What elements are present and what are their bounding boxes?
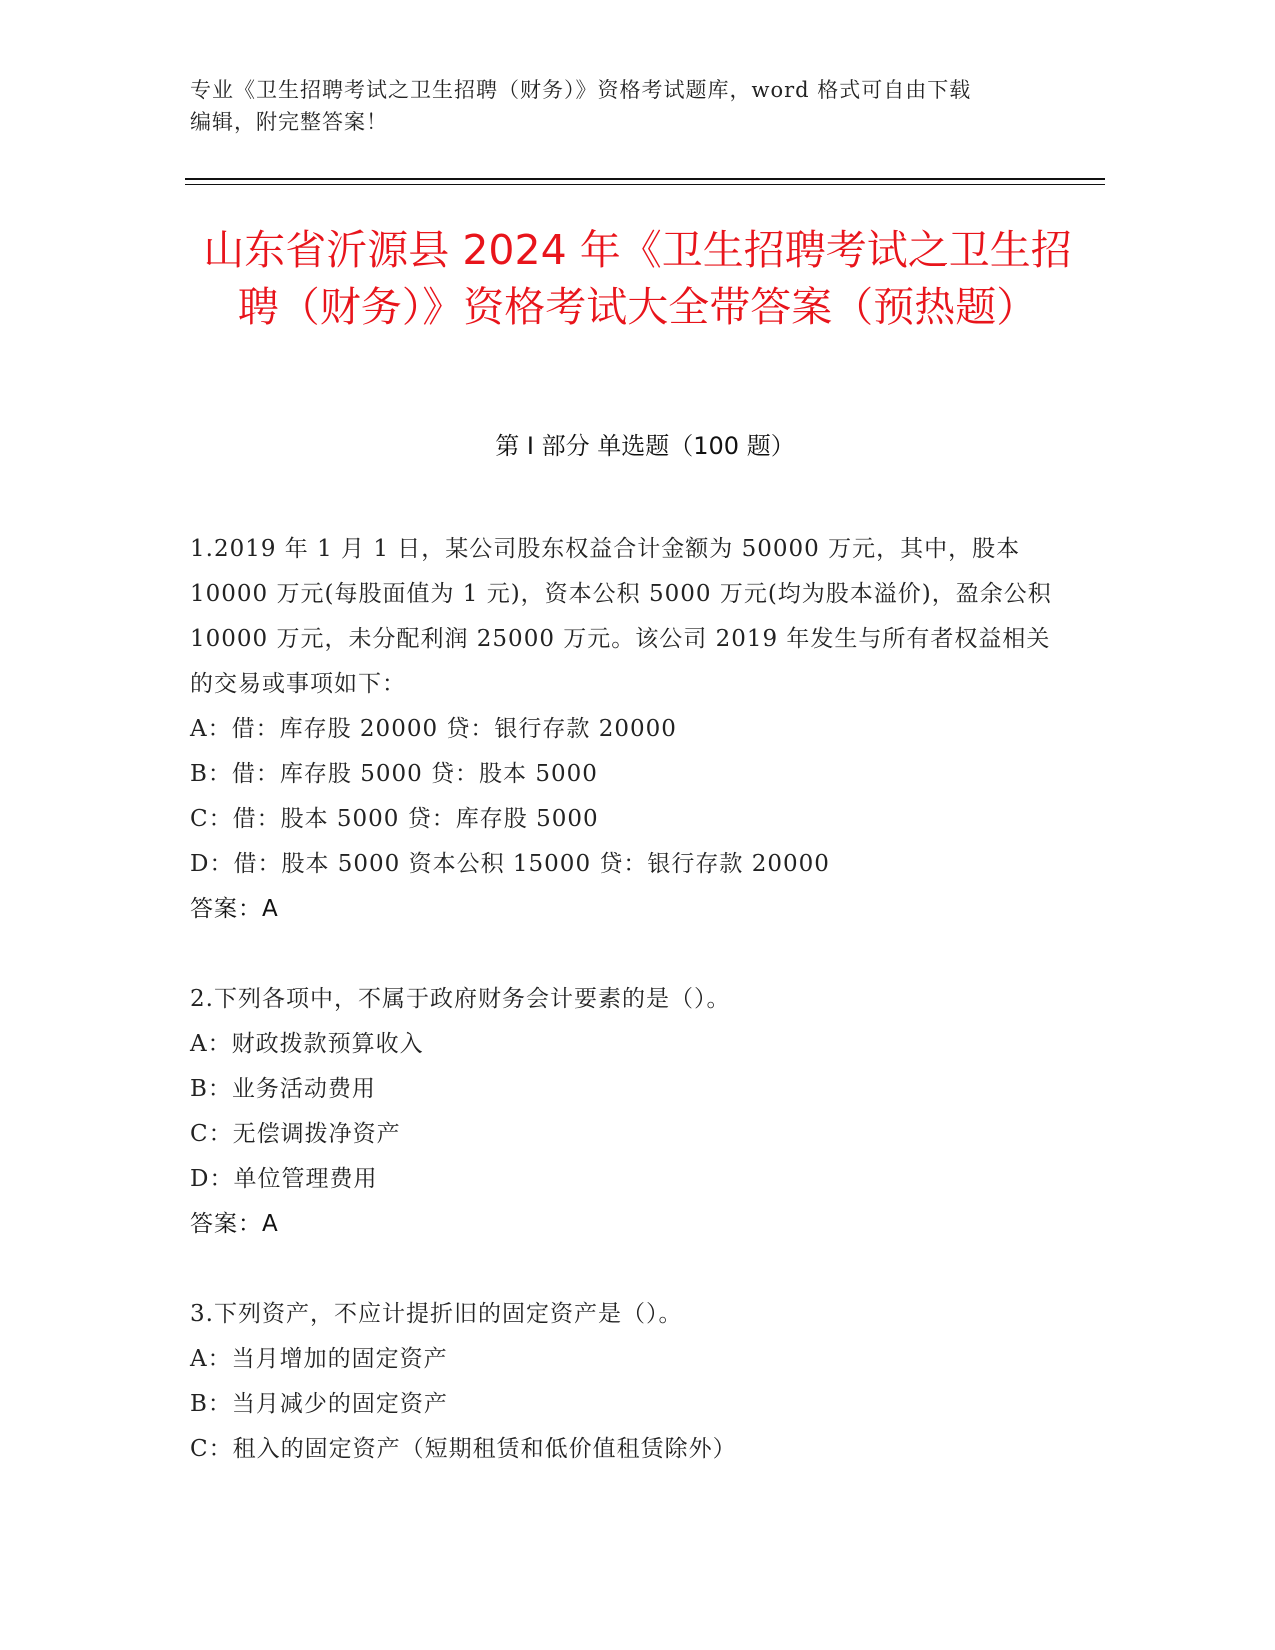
option-b: B：当月减少的固定资产 (190, 1391, 448, 1417)
option-b: B：借：库存股 5000 贷：股本 5000 (190, 761, 598, 787)
option-c: C：租入的固定资产（短期租赁和低价值租赁除外） (190, 1436, 737, 1462)
section-heading: 第 I 部分 单选题（100 题） (495, 432, 795, 460)
header-rule-thin (185, 184, 1105, 185)
header-rule-thick (185, 178, 1105, 180)
option-d: D：单位管理费用 (190, 1166, 378, 1192)
option-a: A：财政拨款预算收入 (190, 1031, 424, 1057)
option-a: A：当月增加的固定资产 (190, 1346, 448, 1372)
question-1 (190, 527, 1070, 932)
header-note (190, 74, 1090, 138)
answer: 答案：A (190, 1211, 279, 1237)
header-note-line-2: 编辑，附完整答案！ (190, 110, 388, 134)
question-stem: 1.2019 年 1 月 1 日，某公司股东权益合计金额为 50000 万元，其中，股本 10000 万元(每股面值为 1 元)，资本公积 5000 万元(均为股本溢价)，盈余公积 10000 万元，未分配利润 25000 万元。该公司 2019 年发生与所有者权益相关的交易或事项如下： (190, 536, 1052, 697)
question-list (190, 527, 1070, 1517)
option-d: D：借：股本 5000 资本公积 15000 贷：银行存款 20000 (190, 851, 830, 877)
option-c: C：借：股本 5000 贷：库存股 5000 (190, 806, 599, 832)
option-b: B：业务活动费用 (190, 1076, 376, 1102)
question-3 (190, 1292, 1070, 1472)
question-2 (190, 977, 1070, 1247)
header-note-line-1: 专业《卫生招聘考试之卫生招聘（财务）》资格考试题库，word 格式可自由下载 (190, 78, 972, 102)
option-c: C：无偿调拨净资产 (190, 1121, 401, 1147)
question-stem: 3.下列资产，不应计提折旧的固定资产是（）。 (190, 1301, 683, 1327)
option-a: A：借：库存股 20000 贷：银行存款 20000 (190, 716, 677, 742)
question-stem: 2.下列各项中，不属于政府财务会计要素的是（）。 (190, 986, 731, 1012)
document-title: 山东省沂源县 2024 年《卫生招聘考试之卫生招聘（财务）》资格考试大全带答案（预热题） (203, 226, 1072, 331)
answer: 答案：A (190, 896, 279, 922)
